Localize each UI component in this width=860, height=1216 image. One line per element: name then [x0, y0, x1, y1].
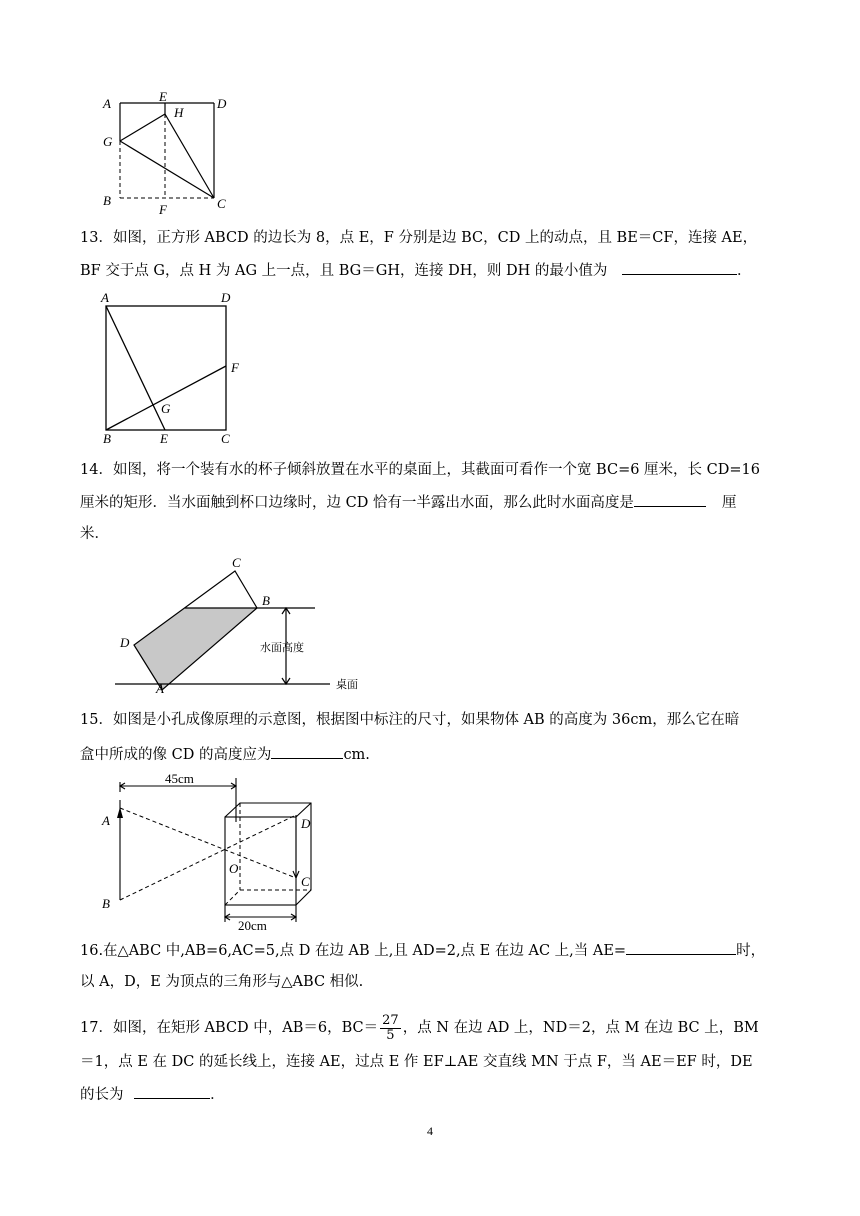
q15-line2-text: 盒中所成的像 CD 的高度应为: [80, 747, 272, 763]
label-b: B: [103, 193, 111, 208]
label-d: D: [120, 635, 130, 650]
label-a: A: [156, 681, 164, 696]
fraction-denominator: 5: [386, 1027, 395, 1043]
fraction-27-5: [380, 1014, 401, 1043]
q15-line2: [80, 744, 370, 765]
figure-q12: [95, 90, 235, 220]
q16-line1: [80, 940, 765, 961]
page-number: 4: [427, 1124, 433, 1138]
q17-line3-text: 的长为: [80, 1087, 124, 1103]
label-d: D: [221, 290, 231, 305]
q17-line2: ＝1，点 E 在 DC 的延长线上，连接 AE，过点 E 作 EF⊥AE 交直线 MN 于点 F，当 AE＝EF 时，DE: [80, 1054, 753, 1070]
fraction-numerator: 27: [382, 1012, 399, 1028]
figure-q15: [95, 770, 335, 932]
label-e: E: [159, 89, 167, 104]
label-b: B: [103, 431, 111, 446]
q17-line1-b: ，点 N 在边 AD 上，ND＝2，点 M 在边 BC 上，BM: [402, 1020, 759, 1036]
q16-answer-blank[interactable]: [626, 940, 736, 955]
q17-line1: [80, 1013, 759, 1043]
label-c: C: [301, 874, 310, 889]
q17-end: ．: [210, 1087, 225, 1103]
label-f: F: [231, 360, 239, 375]
q15-line1: 15．如图是小孔成像原理的示意图，根据图中标注的尺寸，如果物体 AB 的高度为 36cm，那么它在暗: [80, 712, 740, 728]
q15-line2-end: cm.: [343, 747, 370, 763]
label-h: H: [174, 105, 184, 120]
table-label: 桌面: [336, 678, 358, 691]
label-g: G: [103, 134, 113, 149]
q14-line2-text: 厘米的矩形．当水面触到杯口边缘时，边 CD 恰有一半露出水面，那么此时水面高度是: [80, 495, 634, 511]
q17-answer-blank[interactable]: [134, 1084, 210, 1099]
label-a: A: [103, 96, 111, 111]
label-c: C: [221, 431, 230, 446]
label-c: C: [232, 555, 241, 570]
q13-line2: [80, 260, 751, 281]
label-e: E: [160, 431, 168, 446]
label-f: F: [159, 202, 167, 217]
q16-line1-text: 16.在△ABC 中,AB=6,AC=5,点 D 在边 AB 上,且 AD=2,点 E 在边 AC 上,当 AE=: [80, 943, 627, 959]
label-d: D: [217, 96, 227, 111]
q14-answer-blank[interactable]: [634, 492, 706, 507]
q14-line2-end: 厘: [721, 495, 737, 511]
q16-line2: 以 A，D，E 为顶点的三角形与△ABC 相似.: [80, 974, 364, 990]
q17-line3: [80, 1084, 225, 1105]
figure-q13: [95, 286, 255, 448]
q16-line1-end: 时，: [736, 943, 766, 959]
label-c: C: [217, 196, 226, 211]
q14-line2: [80, 492, 736, 513]
dim-45cm: 45cm: [165, 771, 194, 786]
figure-q14: [110, 553, 380, 696]
water-height-label: 水面高度: [260, 641, 304, 654]
q13-end: ．: [736, 263, 752, 279]
q17-line1-a: 17．如图，在矩形 ABCD 中，AB＝6，BC＝: [80, 1020, 379, 1036]
label-a: A: [101, 290, 109, 305]
label-o: O: [229, 861, 239, 876]
q13-line2-text: BF 交于点 G，点 H 为 AG 上一点，且 BG＝GH，连接 DH，则 DH 的最小值为: [80, 263, 608, 279]
label-a: A: [102, 813, 110, 828]
label-b: B: [262, 593, 270, 608]
dim-20cm: 20cm: [238, 918, 267, 933]
q13-answer-blank[interactable]: [622, 260, 737, 275]
q14-line3: 米．: [80, 526, 109, 542]
label-g: G: [161, 401, 171, 416]
q14-line1: 14．如图，将一个装有水的杯子倾斜放置在水平的桌面上，其截面可看作一个宽 BC=6 厘米，长 CD=16: [80, 462, 760, 478]
label-b: B: [102, 896, 110, 911]
q13-line1: 13．如图，正方形 ABCD 的边长为 8，点 E，F 分别是边 BC，CD 上的动点，且 BE＝CF，连接 AE，: [80, 230, 758, 246]
q15-answer-blank[interactable]: [271, 744, 343, 759]
label-d: D: [301, 816, 311, 831]
